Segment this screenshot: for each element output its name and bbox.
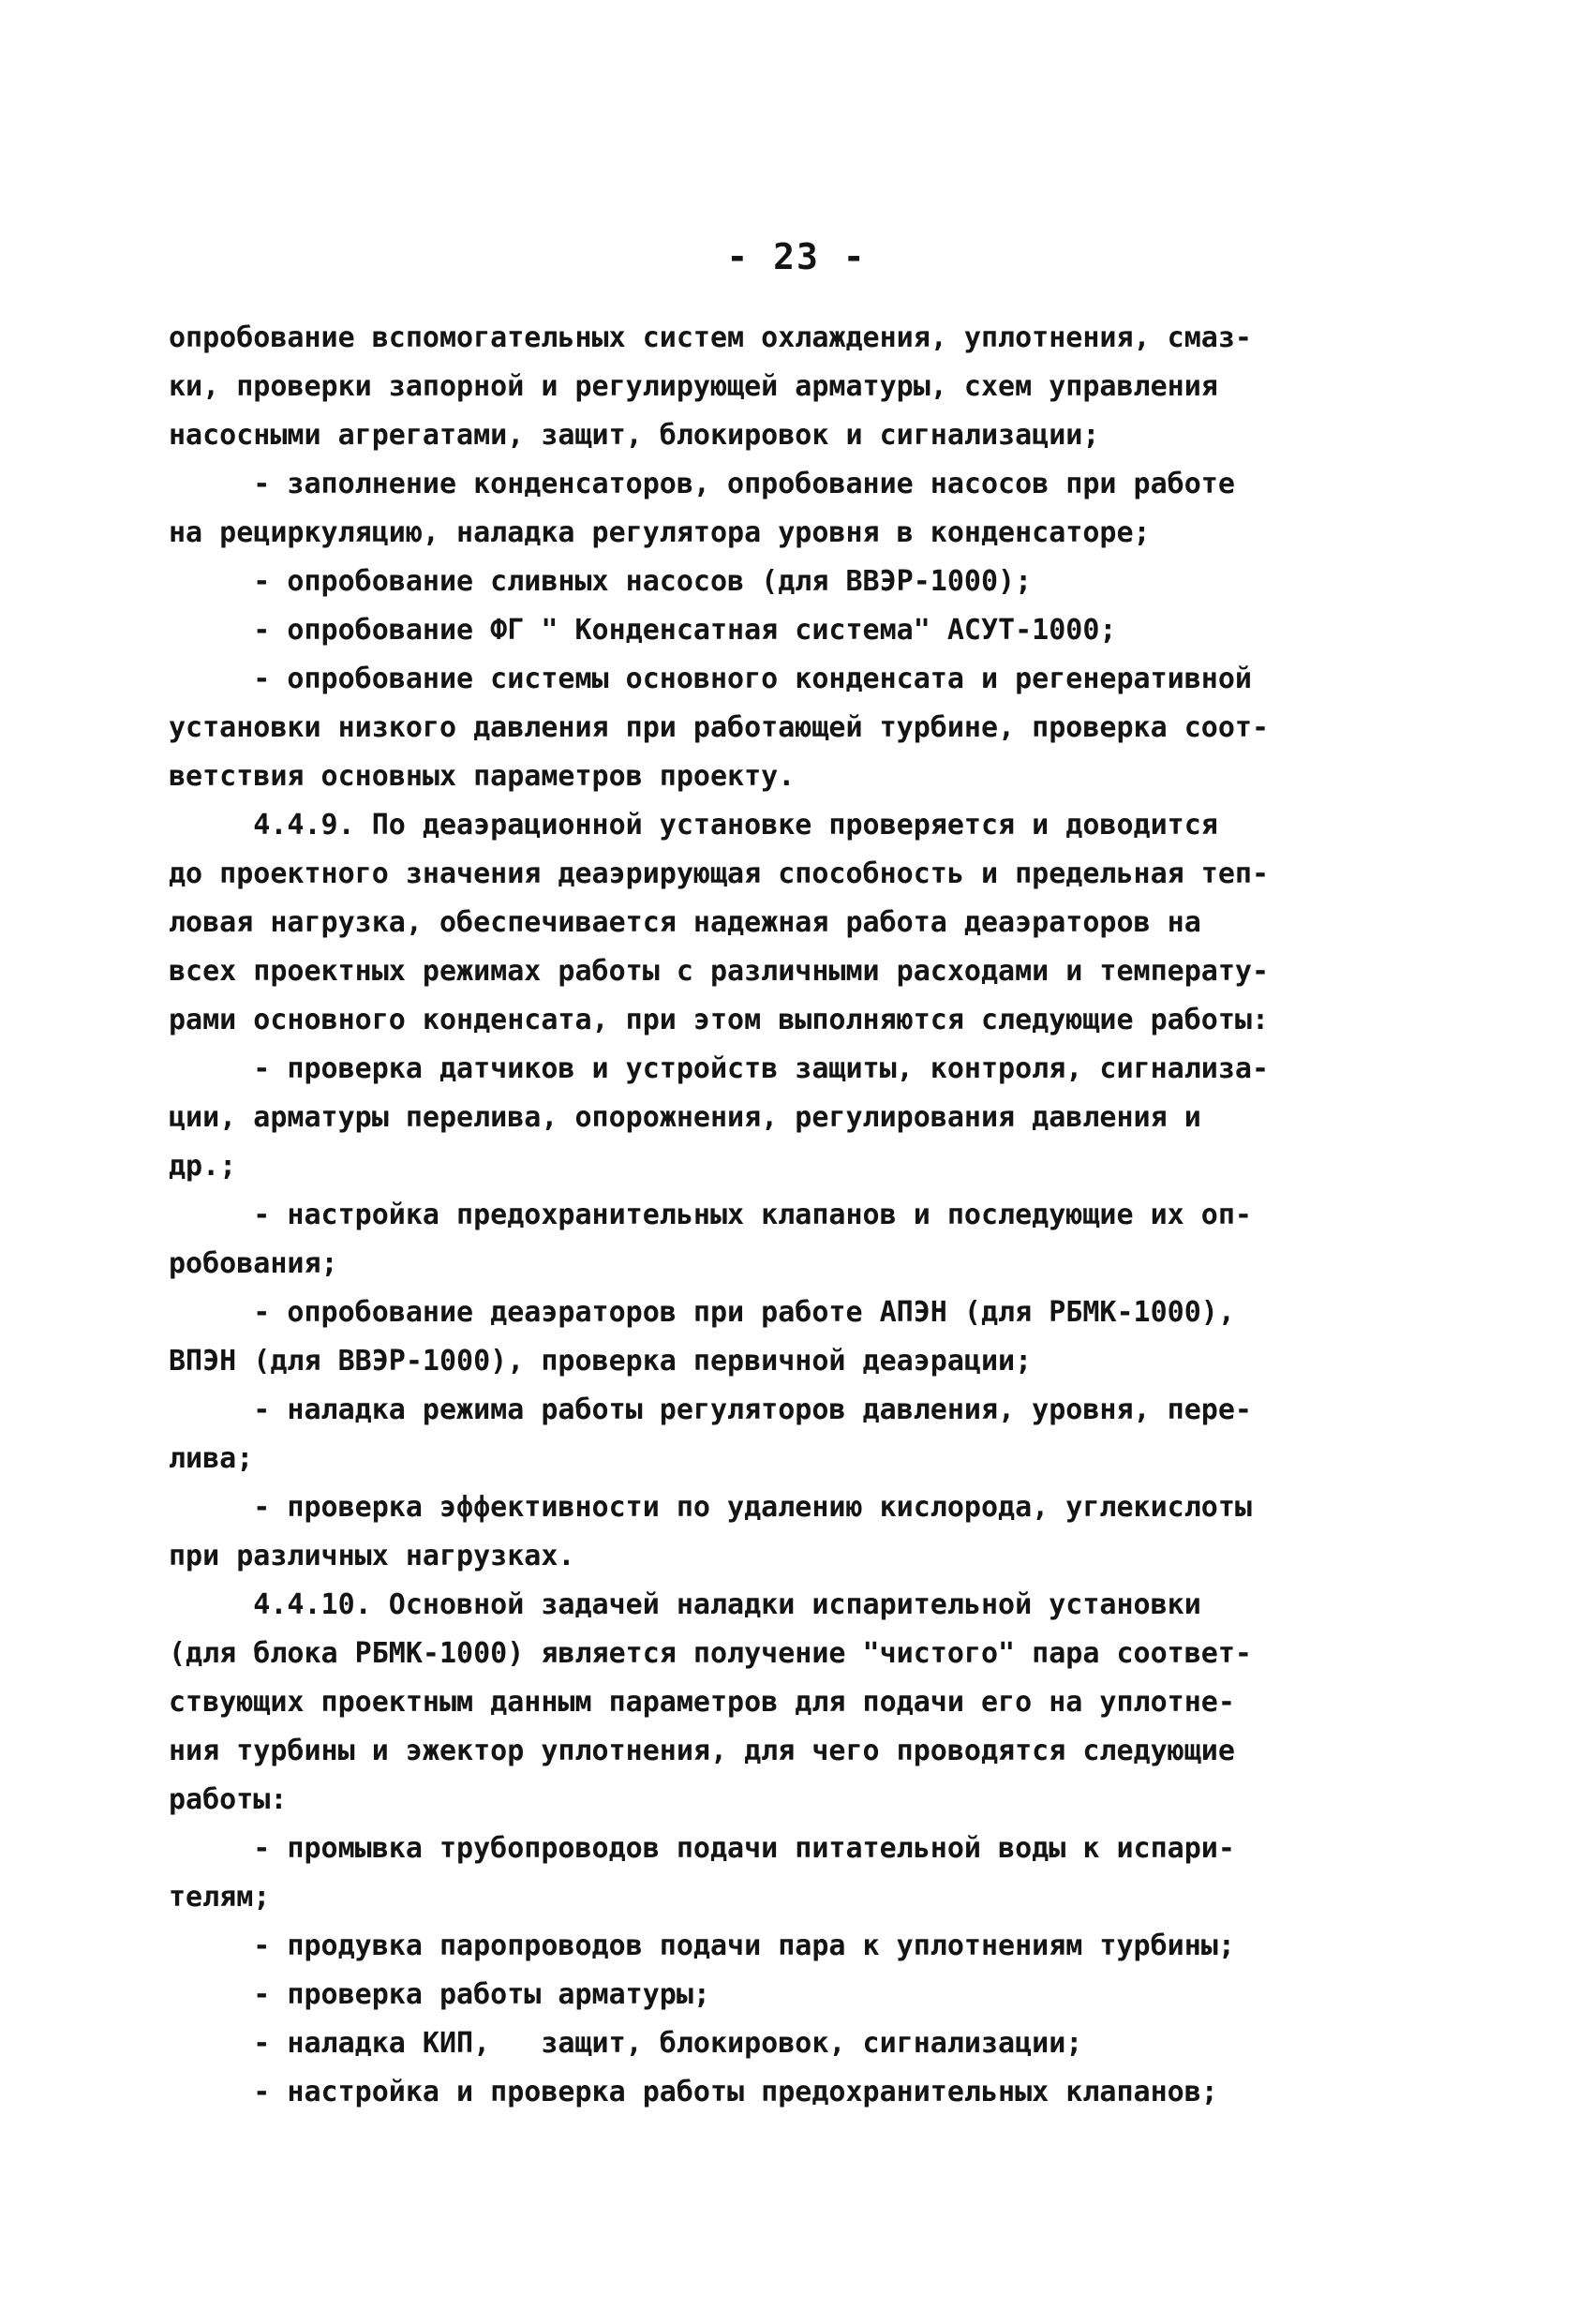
page-number: - 23 -: [726, 236, 867, 277]
text-line: ствующих проектным данным параметров для подачи его на уплотне-: [169, 1686, 1235, 1719]
section-heading-line: 4.4.10. Основной задачей наладки испарительной установки: [169, 1588, 1201, 1621]
text-line: - настройка предохранительных клапанов и последующие их оп-: [169, 1199, 1252, 1231]
text-line: при различных нагрузках.: [169, 1540, 575, 1572]
text-line: - настройка и проверка работы предохранительных клапанов;: [169, 2076, 1218, 2108]
text-line: др.;: [169, 1150, 237, 1183]
text-line: ния турбины и эжектор уплотнения, для чего проводятся следующие: [169, 1735, 1235, 1767]
text-line: телям;: [169, 1881, 271, 1914]
text-line: работы:: [169, 1783, 288, 1816]
text-line: - опробование ФГ " Конденсатная система" АСУТ-1000;: [169, 614, 1117, 647]
text-line: (для блока РБМК-1000) является получение "чистого" пара соответ-: [169, 1637, 1252, 1670]
document-body: [169, 314, 1443, 2117]
text-line: ветствия основных параметров проекту.: [169, 760, 796, 793]
text-line: ции, арматуры перелива, опорожнения, регулирования давления и: [169, 1101, 1201, 1134]
text-line: - наладка режима работы регуляторов давления, уровня, пере-: [169, 1393, 1252, 1426]
text-line: - опробование деаэраторов при работе АПЭН (для РБМК-1000),: [169, 1296, 1235, 1329]
text-line: - продувка паропроводов подачи пара к уплотнениям турбины;: [169, 1929, 1235, 1962]
text-line: ки, проверки запорной и регулирующей арматуры, схем управления: [169, 370, 1218, 403]
text-line: ВПЭН (для ВВЭР-1000), проверка первичной деаэрации;: [169, 1345, 1033, 1378]
text-line: - наладка КИП, защит, блокировок, сигнализации;: [169, 2027, 1083, 2060]
text-line: - промывка трубопроводов подачи питательной воды к испари-: [169, 1832, 1235, 1865]
text-line: рами основного конденсата, при этом выполняются следующие работы:: [169, 1004, 1269, 1036]
text-line: на рециркуляцию, наладка регулятора уровня в конденсаторе;: [169, 516, 1151, 549]
text-line: лива;: [169, 1442, 254, 1475]
text-line: до проектного значения деаэрирующая способность и предельная теп-: [169, 857, 1269, 890]
text-line: робования;: [169, 1247, 338, 1280]
text-line: ловая нагрузка, обеспечивается надежная работа деаэраторов на: [169, 906, 1201, 939]
text-line: - опробование системы основного конденсата и регенеративной: [169, 663, 1252, 695]
text-line: - проверка датчиков и устройств защиты, контроля, сигнализа-: [169, 1052, 1269, 1085]
section-heading-line: 4.4.9. По деаэрационной установке проверяется и доводится: [169, 809, 1218, 842]
text-line: - проверка работы арматуры;: [169, 1978, 710, 2011]
text-line: опробование вспомогательных систем охлаждения, уплотнения, смаз-: [169, 321, 1252, 354]
text-line: - проверка эффективности по удалению кислорода, углекислоты: [169, 1491, 1252, 1524]
text-line: всех проектных режимах работы с различными расходами и температу-: [169, 955, 1269, 988]
text-line: - заполнение конденсаторов, опробование насосов при работе: [169, 468, 1235, 500]
text-line: установки низкого давления при работающей турбине, проверка соот-: [169, 711, 1269, 744]
text-line: насосными агрегатами, защит, блокировок и сигнализации;: [169, 419, 1100, 452]
text-line: - опробование сливных насосов (для ВВЭР-1000);: [169, 565, 1033, 598]
